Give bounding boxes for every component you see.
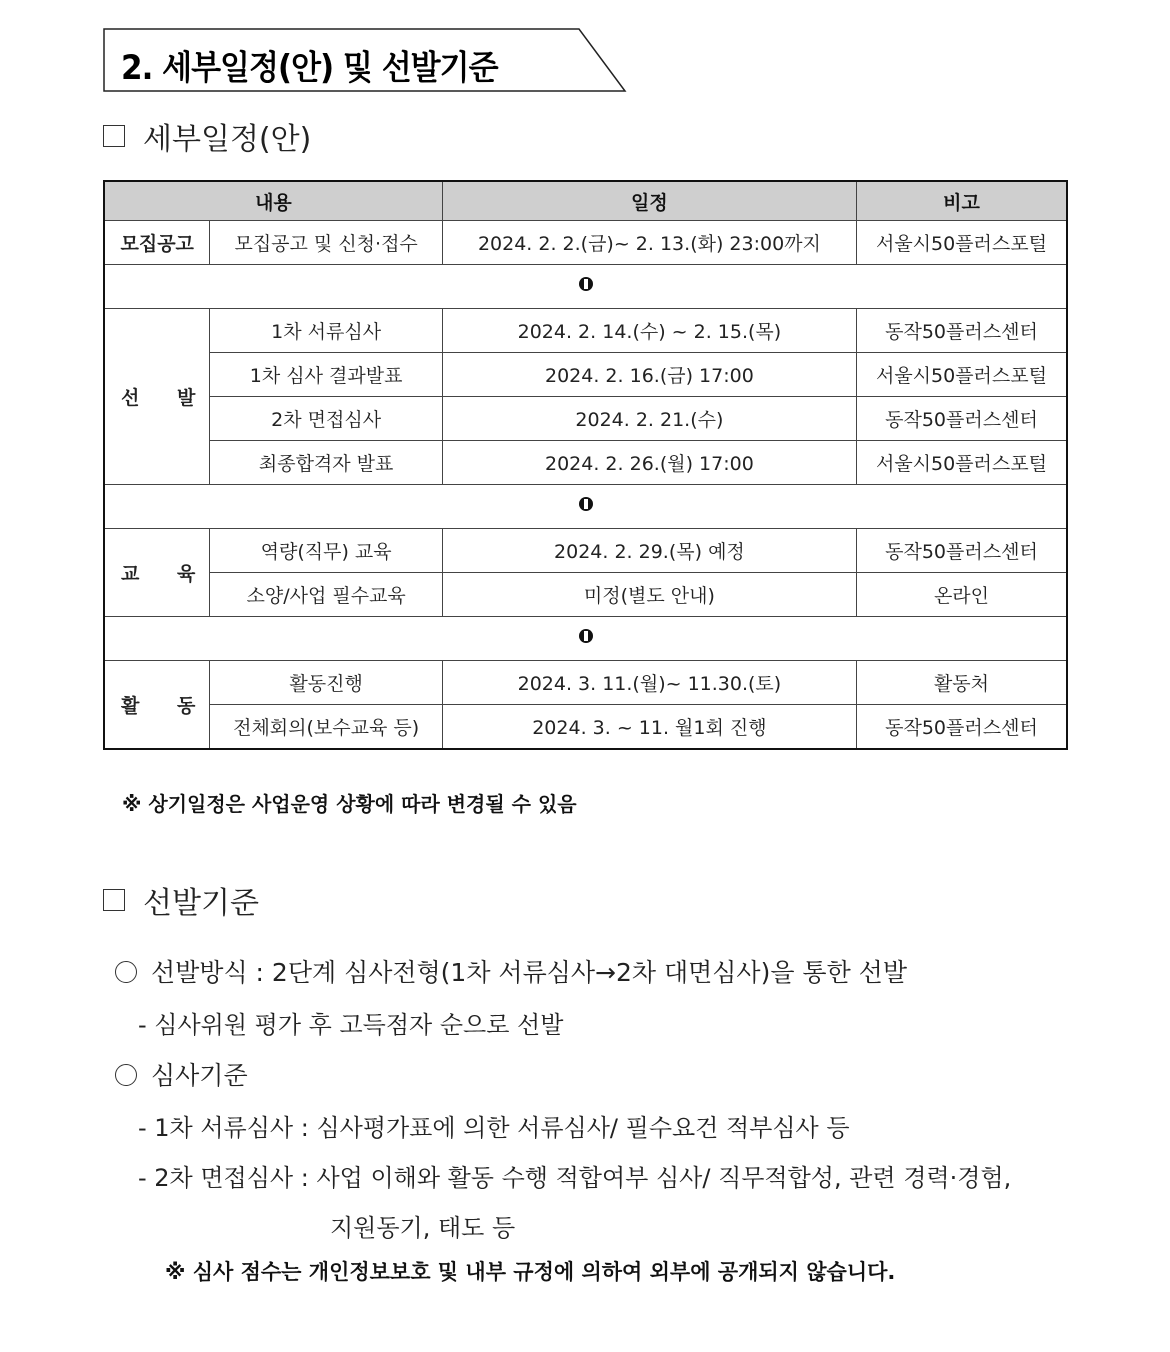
row-date: 2024. 2. 21.(수) [442,397,856,441]
category-education: 교 육 [104,529,210,617]
row-date: 2024. 3. 11.(월)~ 11.30.(토) [442,661,856,705]
criteria-first-review: - 1차 서류심사 : 심사평가표에 의한 서류심사/ 필수요건 적부심사 등 [138,1114,850,1142]
down-arrow-icon [578,497,594,513]
header-schedule: 일정 [442,181,856,221]
table-row [104,661,1067,705]
table-header-row [104,181,1067,221]
row-note: 동작50플러스센터 [856,309,1067,353]
row-item: 1차 서류심사 [210,309,442,353]
table-row [104,573,1067,617]
circle-bullet-icon [115,1064,137,1086]
row-note: 동작50플러스센터 [856,705,1067,750]
row-note: 서울시50플러스포털 [856,221,1067,265]
category-selection: 선 발 [104,309,210,485]
row-date: 2024. 2. 16.(금) 17:00 [442,353,856,397]
row-item: 역량(직무) 교육 [210,529,442,573]
table-row [104,221,1067,265]
row-note: 동작50플러스센터 [856,397,1067,441]
row-note: 서울시50플러스포털 [856,441,1067,485]
row-date: 2024. 2. 14.(수) ~ 2. 15.(목) [442,309,856,353]
row-note: 동작50플러스센터 [856,529,1067,573]
table-row [104,441,1067,485]
criteria-footnote: ※ 심사 점수는 개인정보보호 및 내부 규정에 의하여 외부에 공개되지 않습니다. [165,1260,896,1284]
schedule-heading [103,114,311,158]
down-arrow-icon [578,629,594,645]
arrow-row [104,265,1067,309]
criteria-heading-text: 선발기준 [143,886,259,921]
table-row [104,529,1067,573]
row-date: 2024. 2. 2.(금)~ 2. 13.(화) 23:00까지 [442,221,856,265]
row-date: 미정(별도 안내) [442,573,856,617]
row-item: 1차 심사 결과발표 [210,353,442,397]
criteria-second-review: - 2차 면접심사 : 사업 이해와 활동 수행 적합여부 심사/ 직무적합성, 관련 경력·경험, [138,1164,1012,1192]
arrow-row [104,617,1067,661]
circle-bullet-icon [115,961,137,983]
category-recruit: 모집공고 [104,221,210,265]
row-item: 2차 면접심사 [210,397,442,441]
selection-method: 선발방식 : 2단계 심사전형(1차 서류심사→2차 대면심사)을 통한 선발 [115,953,907,989]
row-date: 2024. 3. ~ 11. 월1회 진행 [442,705,856,750]
header-content: 내용 [104,181,442,221]
criteria-heading [103,878,259,922]
section-title: 2. 세부일정(안) 및 선발기준 [121,48,498,88]
table-row [104,705,1067,750]
criteria-second-review-cont: 지원동기, 태도 등 [330,1214,516,1242]
table-row [104,309,1067,353]
arrow-row [104,485,1067,529]
down-arrow-icon [578,277,594,293]
table-row [104,353,1067,397]
criteria-title: 심사기준 [115,1056,248,1092]
row-item: 모집공고 및 신청·접수 [210,221,442,265]
row-note: 활동처 [856,661,1067,705]
row-item: 소양/사업 필수교육 [210,573,442,617]
schedule-footnote: ※ 상기일정은 사업운영 상황에 따라 변경될 수 있음 [122,792,577,816]
row-note: 온라인 [856,573,1067,617]
row-item: 전체회의(보수교육 등) [210,705,442,750]
row-date: 2024. 2. 29.(목) 예정 [442,529,856,573]
row-date: 2024. 2. 26.(월) 17:00 [442,441,856,485]
table-row [104,397,1067,441]
row-item: 활동진행 [210,661,442,705]
row-note: 서울시50플러스포털 [856,353,1067,397]
schedule-table [103,180,1068,750]
category-activity: 활 동 [104,661,210,750]
square-bullet-icon [103,889,125,911]
square-bullet-icon [103,125,125,147]
section-title-box [103,28,625,92]
selection-method-detail: - 심사위원 평가 후 고득점자 순으로 선발 [138,1011,564,1039]
header-remarks: 비고 [856,181,1067,221]
schedule-heading-text: 세부일정(안) [143,122,312,157]
row-item: 최종합격자 발표 [210,441,442,485]
